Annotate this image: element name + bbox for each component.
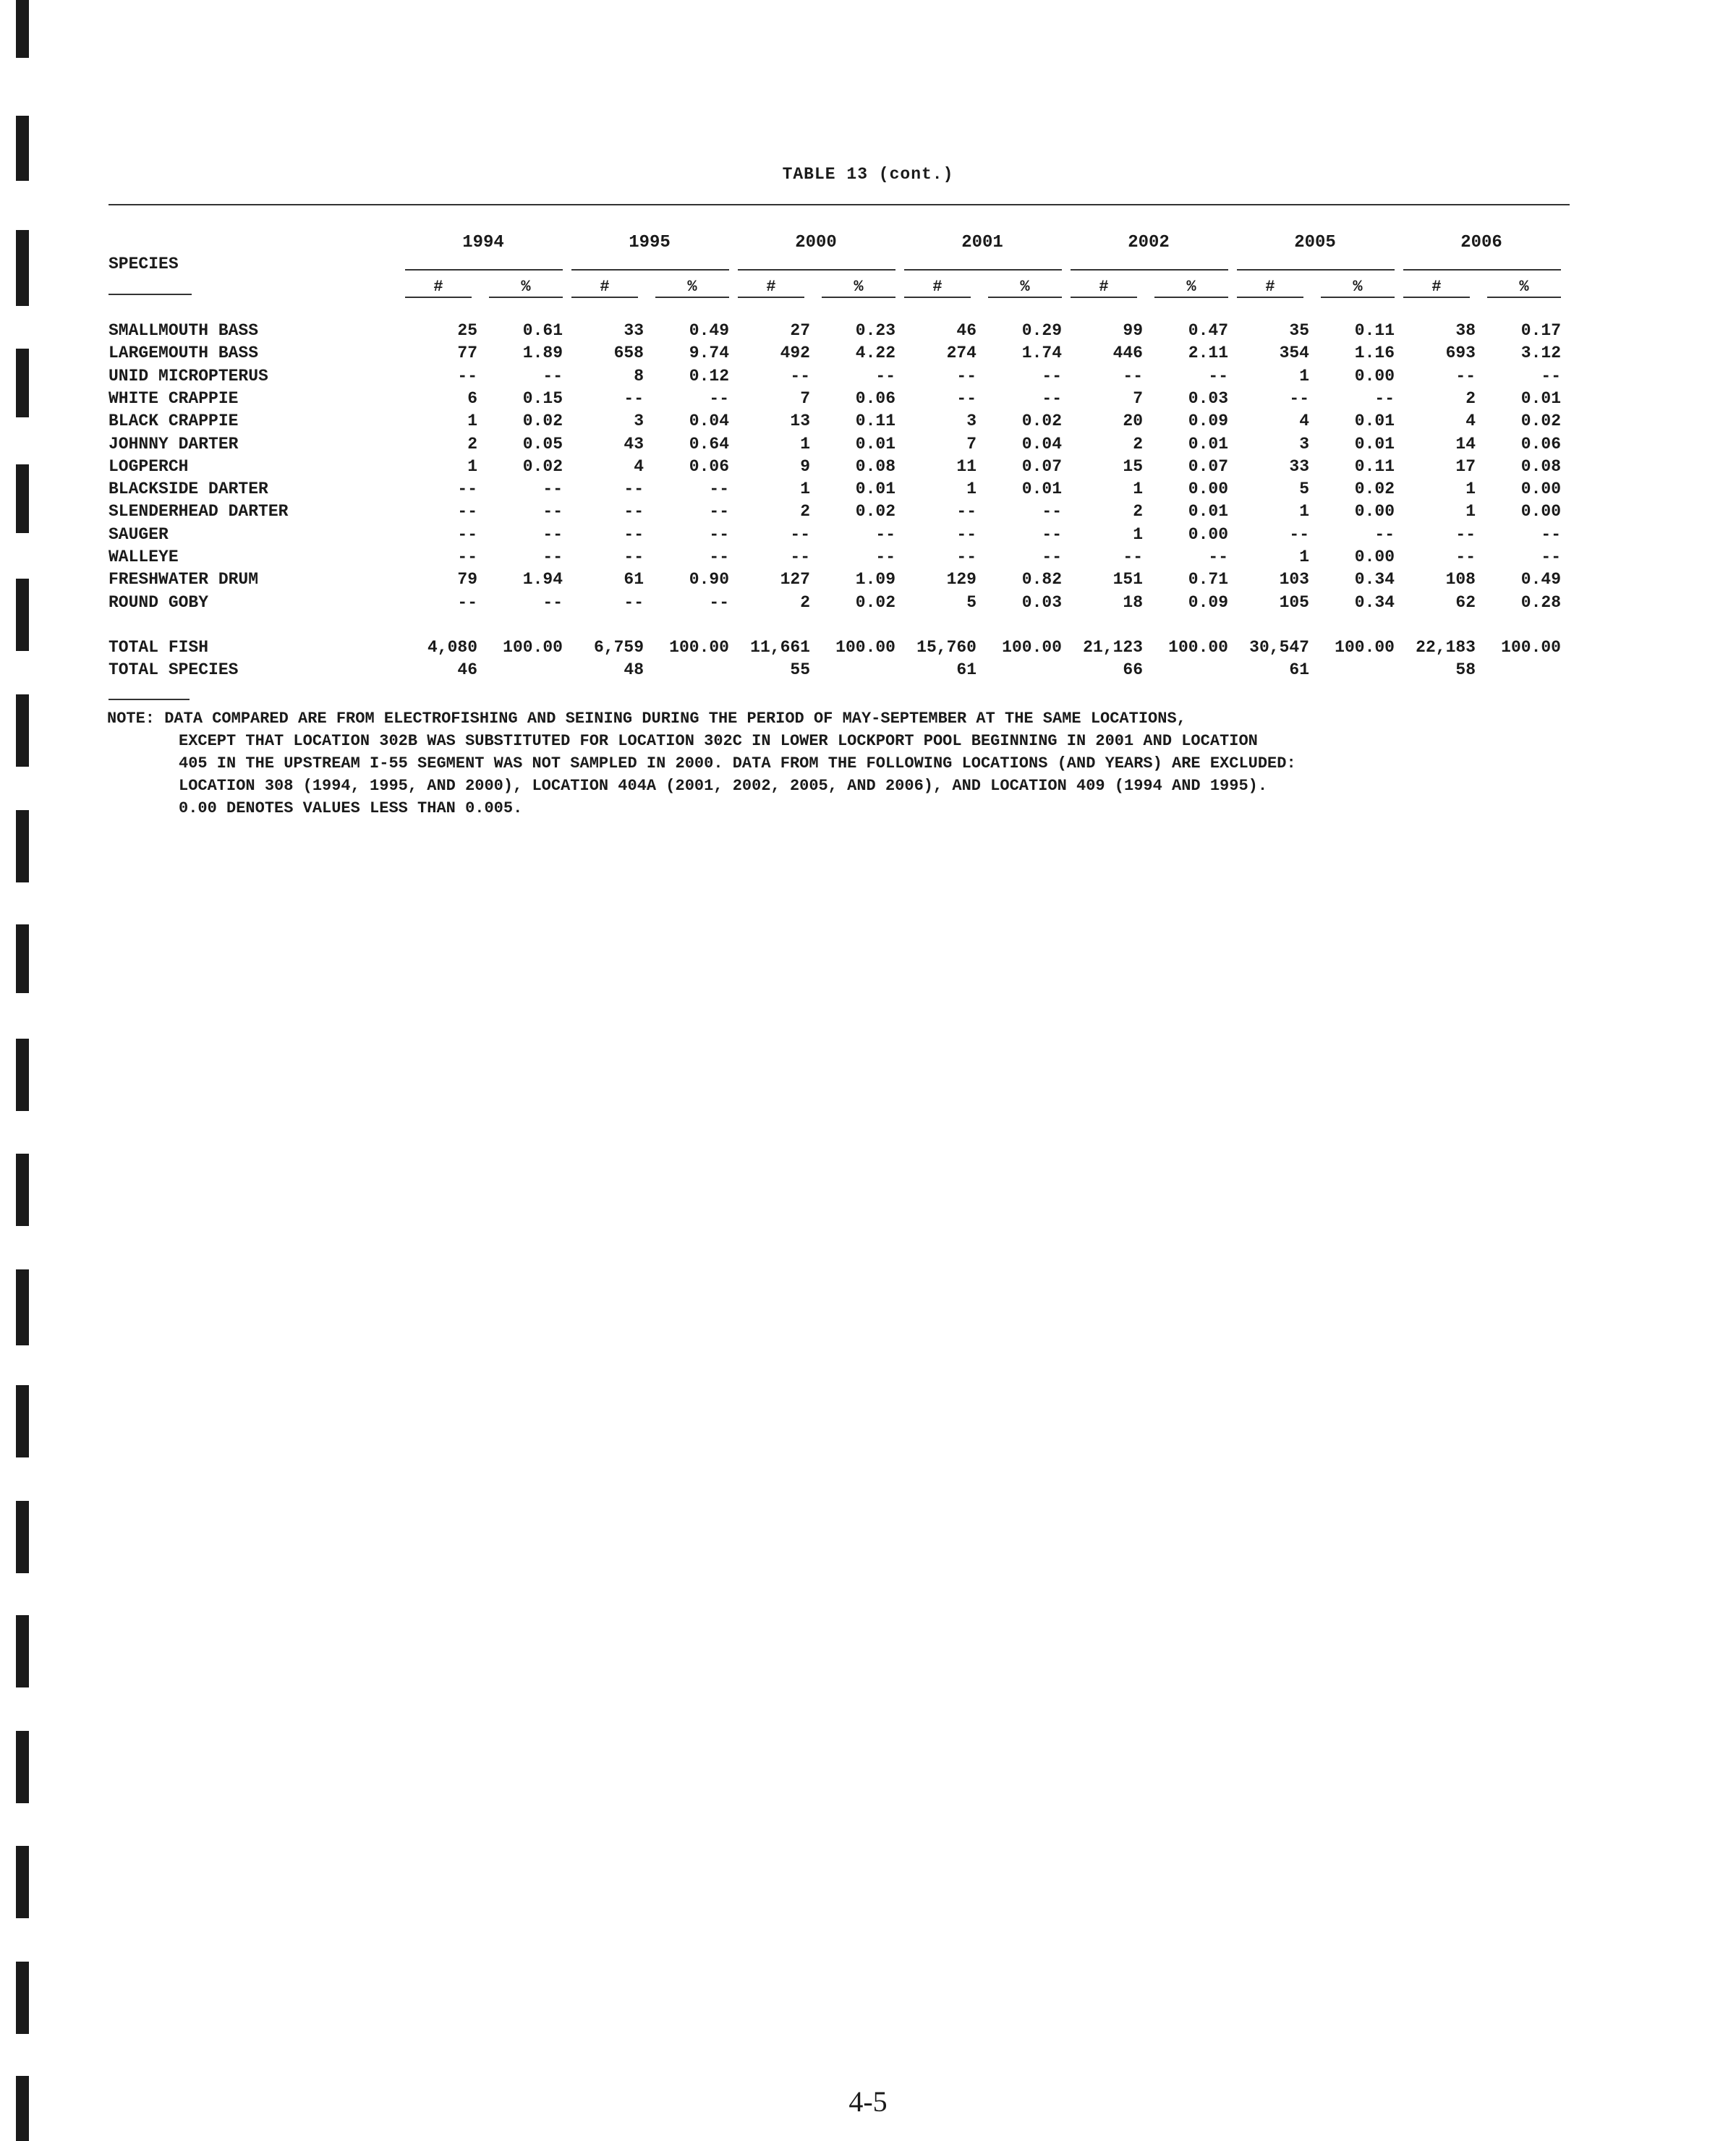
count-cell: 274	[946, 344, 977, 363]
count-cell: 1	[1299, 502, 1309, 522]
count-cell: 3	[1299, 434, 1309, 454]
table-row	[0, 548, 1736, 570]
percent-cell: --	[1208, 366, 1228, 386]
species-name: SMALLMOUTH BASS	[109, 321, 259, 340]
percent-cell: --	[709, 480, 729, 499]
species-name: LOGPERCH	[109, 456, 189, 476]
percent-cell: --	[1374, 524, 1395, 544]
percent-cell: 0.04	[689, 412, 729, 431]
percent-subheader: %	[822, 278, 895, 298]
count-cell: --	[624, 388, 644, 408]
percent-cell: 100.00	[835, 638, 895, 657]
note-line: EXCEPT THAT LOCATION 302B WAS SUBSTITUTED FOR LOCATION 302C IN LOWER LOCKPORT POOL BEGINNING IN 2001 AND LOCATION	[179, 732, 1258, 750]
percent-cell: 0.00	[1188, 480, 1228, 499]
percent-cell: 0.02	[522, 412, 563, 431]
count-cell: 446	[1112, 344, 1143, 363]
count-cell: 127	[780, 570, 810, 589]
table-row	[0, 593, 1736, 616]
percent-cell: 0.06	[689, 456, 729, 476]
percent-cell: 0.09	[1188, 592, 1228, 612]
page-number: 4-5	[848, 2085, 888, 2118]
table-row	[0, 435, 1736, 457]
species-name: TOTAL SPECIES	[109, 660, 239, 680]
table-row	[0, 502, 1736, 524]
species-name: ROUND GOBY	[109, 592, 209, 612]
percent-cell: 0.01	[855, 480, 895, 499]
table-row	[0, 570, 1736, 592]
count-cell: --	[624, 480, 644, 499]
table-row	[0, 480, 1736, 502]
species-name: TOTAL FISH	[109, 638, 209, 657]
count-cell: 30,547	[1249, 638, 1309, 657]
count-cell: 658	[613, 344, 644, 363]
count-cell: 20	[1123, 412, 1143, 431]
note-line: 0.00 DENOTES VALUES LESS THAN 0.005.	[179, 799, 523, 817]
percent-cell: 0.08	[855, 456, 895, 476]
percent-cell: 100.00	[669, 638, 729, 657]
count-cell: --	[790, 548, 810, 566]
count-cell: 7	[1133, 388, 1143, 408]
table-row	[0, 412, 1736, 434]
percent-cell: --	[1042, 548, 1062, 566]
table-row	[0, 525, 1736, 548]
count-cell: 6,759	[593, 638, 644, 657]
table-row	[0, 367, 1736, 389]
count-cell: 1	[1133, 524, 1143, 544]
count-cell: 3	[634, 412, 644, 431]
count-cell: 7	[800, 388, 810, 408]
count-cell: --	[457, 366, 477, 386]
count-cell: --	[457, 502, 477, 522]
species-name: JOHNNY DARTER	[109, 434, 239, 454]
count-cell: 17	[1455, 456, 1476, 476]
percent-cell: 0.11	[1354, 321, 1395, 340]
percent-cell: 100.00	[503, 638, 563, 657]
count-cell: 79	[457, 570, 477, 589]
note-rule	[109, 699, 190, 700]
count-cell: 25	[457, 321, 477, 340]
count-cell: --	[1455, 548, 1476, 566]
count-cell: 4	[1299, 412, 1309, 431]
year-header: 2000	[795, 233, 837, 252]
count-cell: 105	[1279, 592, 1309, 612]
percent-subheader: %	[988, 278, 1062, 298]
percent-cell: 3.12	[1520, 344, 1561, 363]
percent-cell: 0.01	[1354, 434, 1395, 454]
percent-cell: 0.47	[1188, 321, 1228, 340]
count-cell: 33	[1289, 456, 1309, 476]
count-cell: --	[790, 366, 810, 386]
count-cell: --	[956, 388, 977, 408]
percent-cell: 0.00	[1188, 524, 1228, 544]
percent-cell: 0.01	[1188, 434, 1228, 454]
total-row	[0, 638, 1736, 660]
percent-subheader: %	[1487, 278, 1561, 298]
percent-cell: 0.71	[1188, 570, 1228, 589]
percent-cell: --	[1042, 524, 1062, 544]
count-cell: 1	[467, 412, 477, 431]
year-header-rule	[1237, 269, 1395, 271]
count-cell: 27	[790, 321, 810, 340]
count-cell: 18	[1123, 592, 1143, 612]
year-header-rule	[904, 269, 1062, 271]
count-cell: 62	[1455, 592, 1476, 612]
count-cell: 693	[1445, 344, 1476, 363]
year-header-rule	[571, 269, 729, 271]
count-cell: --	[1455, 524, 1476, 544]
count-subheader: #	[1403, 278, 1470, 298]
percent-cell: --	[1042, 366, 1062, 386]
year-header-rule	[405, 269, 563, 271]
note-line: 405 IN THE UPSTREAM I-55 SEGMENT WAS NOT SAMPLED IN 2000. DATA FROM THE FOLLOWING LOCATIONS (AND YEARS) ARE EXCLUDED:	[179, 754, 1296, 772]
species-name: FRESHWATER DRUM	[109, 570, 259, 589]
count-subheader: #	[904, 278, 971, 298]
count-cell: 5	[966, 592, 977, 612]
table-top-rule	[109, 204, 1570, 205]
percent-cell: 0.07	[1021, 456, 1062, 476]
count-cell: 492	[780, 344, 810, 363]
count-cell: --	[457, 524, 477, 544]
percent-cell: 100.00	[1335, 638, 1395, 657]
percent-cell: --	[1208, 548, 1228, 566]
count-cell: 33	[624, 321, 644, 340]
percent-cell: 0.02	[1021, 412, 1062, 431]
count-cell: --	[624, 502, 644, 522]
year-header: 2005	[1294, 233, 1336, 252]
count-cell: 66	[1123, 660, 1143, 680]
year-header: 2001	[961, 233, 1003, 252]
percent-cell: 0.90	[689, 570, 729, 589]
percent-cell: 0.01	[855, 434, 895, 454]
species-name: WHITE CRAPPIE	[109, 388, 239, 408]
count-cell: 11	[956, 456, 977, 476]
percent-cell: 0.49	[1520, 570, 1561, 589]
percent-cell: 0.64	[689, 434, 729, 454]
note-line: LOCATION 308 (1994, 1995, AND 2000), LOCATION 404A (2001, 2002, 2005, AND 2006), AND LOCATION 409 (1994 AND 1995).	[179, 777, 1268, 795]
percent-subheader: %	[489, 278, 563, 298]
count-cell: --	[790, 524, 810, 544]
count-cell: 1	[800, 480, 810, 499]
year-header: 1994	[462, 233, 504, 252]
year-header-rule	[738, 269, 895, 271]
percent-cell: 0.17	[1520, 321, 1561, 340]
count-cell: 4,080	[427, 638, 477, 657]
percent-cell: 0.02	[1520, 412, 1561, 431]
percent-cell: 0.01	[1188, 502, 1228, 522]
count-cell: --	[624, 548, 644, 566]
percent-cell: --	[542, 502, 563, 522]
species-name: BLACKSIDE DARTER	[109, 480, 268, 499]
percent-cell: 0.05	[522, 434, 563, 454]
count-cell: 15	[1123, 456, 1143, 476]
count-cell: 9	[800, 456, 810, 476]
count-cell: 35	[1289, 321, 1309, 340]
count-cell: 61	[956, 660, 977, 680]
percent-cell: 0.06	[1520, 434, 1561, 454]
count-cell: --	[457, 592, 477, 612]
count-cell: --	[1123, 548, 1143, 566]
count-cell: 5	[1299, 480, 1309, 499]
species-name: BLACK CRAPPIE	[109, 412, 239, 431]
percent-cell: --	[1042, 388, 1062, 408]
count-cell: --	[956, 366, 977, 386]
count-cell: 2	[1465, 388, 1476, 408]
count-cell: 1	[467, 456, 477, 476]
percent-cell: 0.00	[1354, 548, 1395, 566]
table-row	[0, 457, 1736, 480]
count-cell: 2	[1133, 434, 1143, 454]
percent-cell: 0.12	[689, 366, 729, 386]
percent-subheader: %	[655, 278, 729, 298]
percent-cell: 100.00	[1168, 638, 1228, 657]
count-cell: 1	[1133, 480, 1143, 499]
count-cell: 43	[624, 434, 644, 454]
percent-cell: 100.00	[1002, 638, 1062, 657]
count-cell: 1	[800, 434, 810, 454]
percent-cell: 0.02	[855, 592, 895, 612]
percent-cell: --	[542, 366, 563, 386]
count-cell: 15,760	[916, 638, 977, 657]
count-cell: 48	[624, 660, 644, 680]
count-cell: --	[457, 548, 477, 566]
percent-cell: 0.03	[1188, 388, 1228, 408]
percent-cell: 0.34	[1354, 592, 1395, 612]
year-header-rule	[1403, 269, 1561, 271]
percent-cell: 0.02	[1354, 480, 1395, 499]
percent-cell: 100.00	[1501, 638, 1561, 657]
percent-cell: --	[875, 548, 895, 566]
count-cell: --	[1289, 524, 1309, 544]
count-cell: 11,661	[750, 638, 810, 657]
count-subheader: #	[571, 278, 638, 298]
percent-cell: --	[875, 524, 895, 544]
count-cell: 103	[1279, 570, 1309, 589]
count-subheader: #	[1071, 278, 1137, 298]
percent-cell: --	[1042, 502, 1062, 522]
count-cell: 2	[800, 502, 810, 522]
percent-cell: 0.07	[1188, 456, 1228, 476]
count-cell: 13	[790, 412, 810, 431]
percent-cell: 0.01	[1354, 412, 1395, 431]
percent-cell: --	[542, 524, 563, 544]
species-name: SLENDERHEAD DARTER	[109, 502, 289, 522]
percent-cell: 0.61	[522, 321, 563, 340]
count-cell: 2	[800, 592, 810, 612]
count-cell: 1	[966, 480, 977, 499]
count-cell: 8	[634, 366, 644, 386]
percent-cell: 0.28	[1520, 592, 1561, 612]
count-cell: --	[1455, 366, 1476, 386]
table-row	[0, 344, 1736, 366]
count-cell: 38	[1455, 321, 1476, 340]
table-note	[107, 707, 1597, 820]
percent-cell: 0.02	[855, 502, 895, 522]
count-cell: 1	[1465, 502, 1476, 522]
percent-cell: 0.02	[522, 456, 563, 476]
percent-cell: 0.01	[1520, 388, 1561, 408]
species-name: UNID MICROPTERUS	[109, 366, 268, 386]
count-cell: --	[1123, 366, 1143, 386]
year-header: 1995	[629, 233, 671, 252]
percent-cell: --	[1374, 388, 1395, 408]
table-row	[0, 389, 1736, 412]
percent-cell: --	[709, 548, 729, 566]
count-subheader: #	[405, 278, 472, 298]
percent-cell: 0.82	[1021, 570, 1062, 589]
table-row	[0, 321, 1736, 344]
year-header: 2002	[1128, 233, 1170, 252]
percent-cell: --	[875, 366, 895, 386]
count-subheader: #	[1237, 278, 1303, 298]
percent-cell: 2.11	[1188, 344, 1228, 363]
percent-cell: 0.09	[1188, 412, 1228, 431]
count-cell: 14	[1455, 434, 1476, 454]
count-cell: --	[956, 524, 977, 544]
percent-cell: --	[1541, 524, 1561, 544]
percent-cell: 0.04	[1021, 434, 1062, 454]
count-cell: 22,183	[1416, 638, 1476, 657]
percent-cell: --	[1541, 548, 1561, 566]
percent-cell: --	[709, 388, 729, 408]
percent-cell: 1.94	[522, 570, 563, 589]
count-cell: 46	[956, 321, 977, 340]
percent-cell: --	[542, 592, 563, 612]
count-cell: 129	[946, 570, 977, 589]
percent-cell: 0.06	[855, 388, 895, 408]
count-cell: 2	[1133, 502, 1143, 522]
percent-cell: 1.09	[855, 570, 895, 589]
percent-cell: 0.03	[1021, 592, 1062, 612]
count-subheader: #	[738, 278, 804, 298]
species-name: SAUGER	[109, 524, 169, 544]
count-cell: 61	[1289, 660, 1309, 680]
percent-cell: 0.15	[522, 388, 563, 408]
count-cell: 2	[467, 434, 477, 454]
count-cell: 4	[634, 456, 644, 476]
percent-cell: --	[542, 548, 563, 566]
count-cell: 99	[1123, 321, 1143, 340]
count-cell: 1	[1299, 366, 1309, 386]
percent-cell: 0.00	[1520, 502, 1561, 522]
count-cell: 7	[966, 434, 977, 454]
count-cell: 6	[467, 388, 477, 408]
percent-cell: --	[709, 592, 729, 612]
percent-cell: --	[709, 502, 729, 522]
percent-cell: 9.74	[689, 344, 729, 363]
percent-cell: 0.00	[1354, 366, 1395, 386]
count-cell: 58	[1455, 660, 1476, 680]
count-cell: --	[956, 548, 977, 566]
species-name: LARGEMOUTH BASS	[109, 344, 259, 363]
percent-cell: 1.16	[1354, 344, 1395, 363]
count-cell: 108	[1445, 570, 1476, 589]
count-cell: 77	[457, 344, 477, 363]
percent-cell: 1.89	[522, 344, 563, 363]
percent-cell: --	[1541, 366, 1561, 386]
species-column-header: SPECIES	[109, 255, 179, 273]
percent-cell: 4.22	[855, 344, 895, 363]
count-cell: 21,123	[1083, 638, 1143, 657]
total-row	[0, 660, 1736, 683]
count-cell: 4	[1465, 412, 1476, 431]
species-name: WALLEYE	[109, 548, 179, 566]
percent-cell: 0.01	[1021, 480, 1062, 499]
count-cell: --	[457, 480, 477, 499]
percent-cell: --	[709, 524, 729, 544]
percent-cell: --	[542, 480, 563, 499]
percent-subheader: %	[1321, 278, 1395, 298]
percent-cell: 0.34	[1354, 570, 1395, 589]
count-cell: 46	[457, 660, 477, 680]
year-header-rule	[1071, 269, 1228, 271]
count-cell: --	[956, 502, 977, 522]
count-cell: --	[624, 592, 644, 612]
count-cell: --	[624, 524, 644, 544]
count-cell: 61	[624, 570, 644, 589]
count-cell: 354	[1279, 344, 1309, 363]
percent-cell: 0.49	[689, 321, 729, 340]
species-header-rule	[109, 294, 192, 295]
year-header: 2006	[1460, 233, 1502, 252]
percent-cell: 0.23	[855, 321, 895, 340]
count-cell: 151	[1112, 570, 1143, 589]
percent-cell: 0.11	[855, 412, 895, 431]
percent-subheader: %	[1154, 278, 1228, 298]
count-cell: 1	[1299, 548, 1309, 566]
percent-cell: 0.08	[1520, 456, 1561, 476]
count-cell: 3	[966, 412, 977, 431]
percent-cell: 0.29	[1021, 321, 1062, 340]
percent-cell: 0.11	[1354, 456, 1395, 476]
note-line: NOTE: DATA COMPARED ARE FROM ELECTROFISHING AND SEINING DURING THE PERIOD OF MAY-SEPTEMBER AT THE SAME LOCATIONS,	[107, 710, 1186, 728]
count-cell: --	[1289, 388, 1309, 408]
percent-cell: 0.00	[1354, 502, 1395, 522]
count-cell: 55	[790, 660, 810, 680]
table-title: TABLE 13 (cont.)	[782, 165, 954, 184]
percent-cell: 1.74	[1021, 344, 1062, 363]
count-cell: 1	[1465, 480, 1476, 499]
percent-cell: 0.00	[1520, 480, 1561, 499]
